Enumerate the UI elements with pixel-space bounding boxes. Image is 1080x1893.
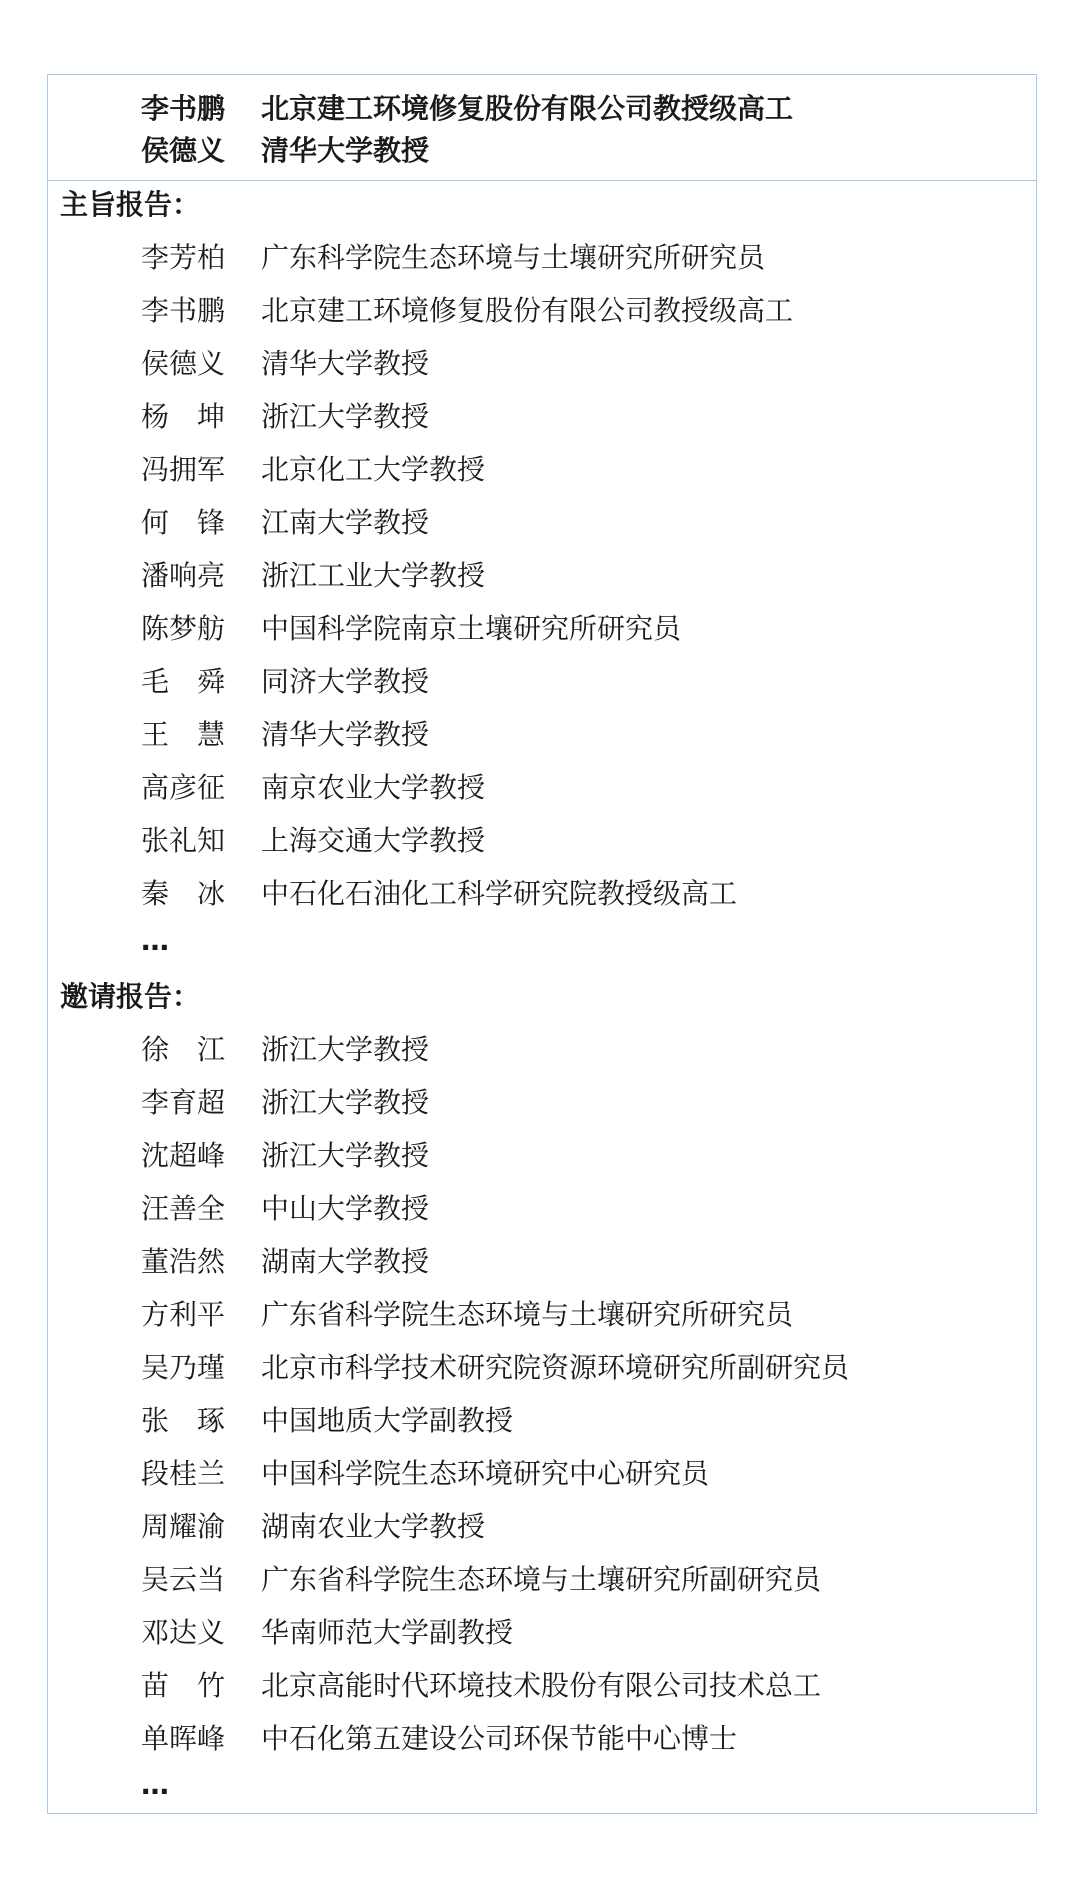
speaker-name: 王 慧	[141, 718, 226, 751]
speaker-title: 北京建工环境修复股份有限公司教授级高工	[261, 92, 794, 125]
speaker-title: 北京化工大学教授	[261, 453, 486, 486]
speaker-title: 广东省科学院生态环境与土壤研究所副研究员	[261, 1563, 822, 1596]
speaker-name: 张 琢	[141, 1404, 226, 1437]
speaker-title: 中石化石油化工科学研究院教授级高工	[261, 877, 738, 910]
speaker-name: 侯德义	[141, 134, 226, 167]
speaker-name: 李芳柏	[141, 241, 226, 274]
speaker-title: 浙江大学教授	[261, 1033, 430, 1066]
speaker-name: 高彦征	[141, 771, 226, 804]
speaker-title: 清华大学教授	[261, 718, 430, 751]
keynote-heading: 主旨报告：	[60, 188, 201, 221]
speaker-title: 浙江大学教授	[261, 400, 430, 433]
speaker-name: 单晖峰	[141, 1722, 226, 1755]
speaker-name: 汪善全	[141, 1192, 226, 1225]
keynote-ellipsis: …	[141, 924, 169, 957]
speaker-name: 陈梦舫	[141, 612, 226, 645]
speaker-title: 湖南农业大学教授	[261, 1510, 486, 1543]
speaker-title: 中国科学院南京土壤研究所研究员	[261, 612, 682, 645]
speaker-name: 毛 舜	[141, 665, 226, 698]
invited-heading: 邀请报告：	[60, 980, 201, 1013]
speaker-title: 北京建工环境修复股份有限公司教授级高工	[261, 294, 794, 327]
speaker-title: 同济大学教授	[261, 665, 430, 698]
speaker-name: 周耀渝	[141, 1510, 226, 1543]
speaker-list-frame	[47, 74, 1037, 1814]
speaker-name: 张礼知	[141, 824, 226, 857]
speaker-title: 中国科学院生态环境研究中心研究员	[261, 1457, 710, 1490]
speaker-title: 南京农业大学教授	[261, 771, 486, 804]
speaker-title: 中石化第五建设公司环保节能中心博士	[261, 1722, 738, 1755]
speaker-title: 上海交通大学教授	[261, 824, 486, 857]
speaker-name: 董浩然	[141, 1245, 226, 1278]
speaker-title: 湖南大学教授	[261, 1245, 430, 1278]
speaker-name: 侯德义	[141, 347, 226, 380]
speaker-title: 江南大学教授	[261, 506, 430, 539]
speaker-name: 何 锋	[141, 506, 226, 539]
speaker-name: 冯拥军	[141, 453, 226, 486]
speaker-name: 吴乃瑾	[141, 1351, 226, 1384]
section-divider	[48, 180, 1036, 181]
speaker-name: 苗 竹	[141, 1669, 226, 1702]
speaker-title: 华南师范大学副教授	[261, 1616, 514, 1649]
speaker-name: 方利平	[141, 1298, 226, 1331]
speaker-name: 李育超	[141, 1086, 226, 1119]
speaker-title: 清华大学教授	[261, 134, 430, 167]
speaker-name: 杨 坤	[141, 400, 226, 433]
speaker-title: 广东科学院生态环境与土壤研究所研究员	[261, 241, 766, 274]
speaker-title: 中山大学教授	[261, 1192, 430, 1225]
speaker-title: 浙江工业大学教授	[261, 559, 486, 592]
invited-ellipsis: …	[141, 1768, 169, 1801]
speaker-name: 吴云当	[141, 1563, 226, 1596]
speaker-title: 浙江大学教授	[261, 1139, 430, 1172]
speaker-title: 北京高能时代环境技术股份有限公司技术总工	[261, 1669, 822, 1702]
speaker-name: 沈超峰	[141, 1139, 226, 1172]
speaker-title: 北京市科学技术研究院资源环境研究所副研究员	[261, 1351, 850, 1384]
speaker-name: 李书鹏	[141, 294, 226, 327]
speaker-name: 段桂兰	[141, 1457, 226, 1490]
speaker-title: 清华大学教授	[261, 347, 430, 380]
speaker-title: 中国地质大学副教授	[261, 1404, 514, 1437]
speaker-title: 广东省科学院生态环境与土壤研究所研究员	[261, 1298, 794, 1331]
speaker-name: 徐 江	[141, 1033, 226, 1066]
speaker-name: 李书鹏	[141, 92, 226, 125]
speaker-title: 浙江大学教授	[261, 1086, 430, 1119]
speaker-name: 潘响亮	[141, 559, 226, 592]
speaker-name: 秦 冰	[141, 877, 226, 910]
speaker-name: 邓达义	[141, 1616, 226, 1649]
